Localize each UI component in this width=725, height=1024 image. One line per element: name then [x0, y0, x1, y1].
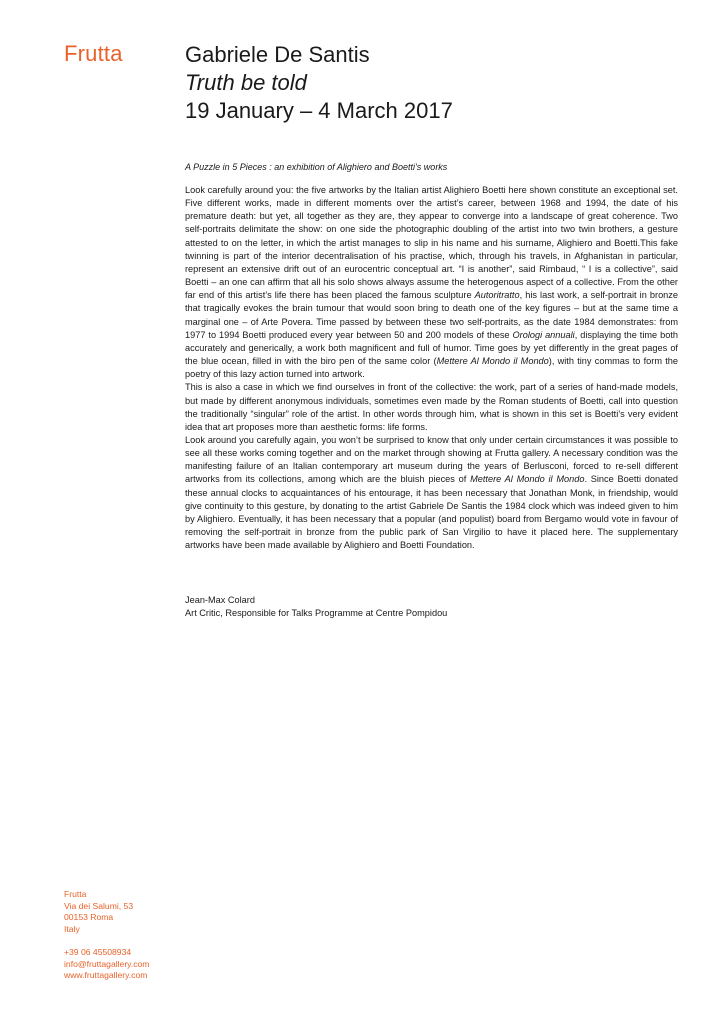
- author-name: Jean-Max Colard: [185, 595, 255, 605]
- author-signature: [185, 594, 447, 620]
- text-run: Look around you carefully again, you won’t be surprised to know that only under certain circumstances it was possible to see all these works coming together and on the market through showing at Frutta gallery. A necessary condition was the manifesting failure of an Italian contemporary art museum during the years of Berlusconi, forced to re-sell different artworks from its collections, among which are the bluish pieces of: [185, 434, 678, 485]
- essay-subtitle: A Puzzle in 5 Pieces : an exhibition of Alighiero and Boetti’s works: [185, 162, 448, 172]
- artwork-title: Mettere Al Mondo il Mondo: [470, 474, 585, 485]
- footer-spacer: [64, 935, 149, 947]
- exhibition-dates: 19 January – 4 March 2017: [185, 98, 453, 123]
- artist-name: Gabriele De Santis: [185, 42, 370, 67]
- text-run: ), with tiny commas to form the poetry of this lazy action turned into artwork.: [185, 356, 679, 380]
- text-run: , displaying the time both accurately and generically, a work both magnificent and full of humor. Time goes by yet differently in the great pages of the blue ocean, filled in with the biro pen of the same color (: [185, 329, 678, 367]
- exhibition-title: Truth be told: [185, 70, 307, 95]
- footer-street: Via dei Salumi, 53: [64, 900, 134, 911]
- gallery-contact: [64, 889, 149, 982]
- footer-city: 00153 Roma: [64, 912, 114, 923]
- paragraph-2: This is also a case in which we find ourselves in front of the collective: the work, part of a series of hand-made models, but made by different anonymous individuals, sometimes even made by the Roman students of Boetti, call into question the traditionally “singular” role of the artist. In other words through him, what is shown in this set is Boetti’s very evident idea that art proposes more than aesthetic forms: life forms.: [185, 382, 678, 432]
- footer-phone[interactable]: +39 06 45508934: [64, 946, 132, 957]
- exhibition-header: [185, 41, 453, 125]
- footer-website[interactable]: www.fruttagallery.com: [64, 970, 148, 981]
- paragraph-3: [185, 434, 678, 552]
- footer-email[interactable]: info@fruttagallery.com: [64, 958, 150, 969]
- text-run: Look carefully around you: the five artworks by the Italian artist Alighiero Boetti here shown constitute an exceptional set. Five different works, made in different moments over the artist’s career, between 1968 and 1994, the date of his premature death: but yet, all together as they are, they appear to converge into a landscape of great coherence. Two self-portraits delimitate the show: on one side the photographic doubling of the artist into two twin brothers, a gesture attested to on the letter, in which the artist manages to slip in his name and his surname, Alighiero and Boetti.This fake twinning is part of the interior decentralisation of his practise, which, through his travels, in Afghanistan in particular, represent an extensive drift out of an eurocentric conceptual art. “I is another”, said Rimbaud, “ I is a collective”, said Boetti – an one can affirm that all his solo shows always assume the heterogenous aspect of a collective. From the other far end of this artist’s life there has been placed the famous sculpture: [185, 185, 678, 301]
- artwork-title: Orologi annuali: [512, 329, 575, 340]
- gallery-logo: Frutta: [64, 41, 123, 66]
- text-run: , his last work, a self-portrait in bronze that tragically evokes the brain tumour that would soon bring to death one of the key figures – but at the same time a marginal one – of Arte Povera. Time passed by between these two self-portraits, as the date 1984 demonstrates: from 1977 to 1994 Boetti produced every year between 50 and 200 models of these: [185, 290, 678, 340]
- author-role: Art Critic, Responsible for Talks Programme at Centre Pompidou: [185, 608, 448, 618]
- text-run: . Since Boetti donated these annual clocks to acquaintances of his entourage, it has been necessary that Jonathan Monk, in friendship, would give continuity to this gesture, by donating to the artist Gabriele De Santis the 1984 clock which was indeed given to him by Alighiero. Eventually, it has been necessary that a popular (and populist) board from Bergamo would vote in favour of removing the self-portrait in bronze from the public park of San Virgilio to have it placed here. The supplementary artworks have been made available by Alighiero and Boetti Foundation.: [185, 474, 678, 551]
- footer-country: Italy: [64, 923, 80, 934]
- essay-body: [185, 184, 678, 552]
- footer-gallery-name: Frutta: [64, 889, 87, 899]
- artwork-title: Autoritratto: [474, 290, 520, 301]
- artwork-title: Mettere Al Mondo il Mondo: [436, 356, 549, 367]
- paragraph-1: [185, 184, 678, 381]
